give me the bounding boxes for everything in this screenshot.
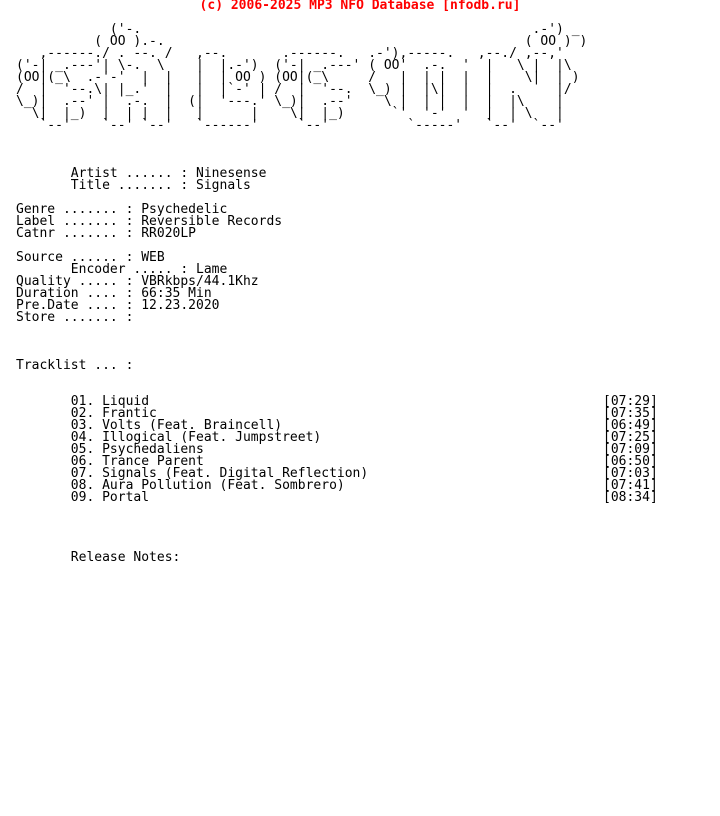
copyright-banner: (c) 2006-2025 MP3 NFO Database [nfodb.ru] (199, 0, 521, 13)
nfo-text: ('-. .-') _ ( OO ).-. ( OO ) ) ,------./ . --. / ,--. .------. .-'),-----. ,--./ ,--,' ('-| _.---'| \-. \ | |.-') ('-| _.---' ( OO' .-. ' | \ | |\ (OO|(_\ .-'-' | | | | OO ) (OO|(_\ / | | | | | \| | ) / | '--.\| |_.' | | |`-' | / | '--. \_) | |\| | | . |/ \_)| .--' | .-. | (| '---.' \_)| .--' \ | | | | | |\ | \| |_) | | | | | | \| |_) `' '-' ' | | \ | `--' `--' `--' `------' `--' `-----' `--' `--' Artist ...... : Ninesense Title ....... : Signals Genre ....... : Psychedelic Label ....... : Reversible Records Catnr ....... : RR020LP Source ...... : WEB Encoder ..... : Lame Quality ..... : VBRkbps/44.1Khz Duration .... : 66:35 Min Pre.Date .... : 12.23.2020 Store ....... : Tracklist ... : 01. Liquid [07:29] 02. Frantic [07:35] 03. Volts (Feat. Braincell) [06:49] 04. Illogical (Feat. Jumpstreet) [07:25] 05. Psychedaliens [07:09] 06. Trance Parent [06:50] 07. Signals (Feat. Digital Reflection) [07:03] 08. Aura Pollution (Feat. Sombrero) [07:41] 09. Portal [08:34] Release Notes: (16, 22, 658, 565)
